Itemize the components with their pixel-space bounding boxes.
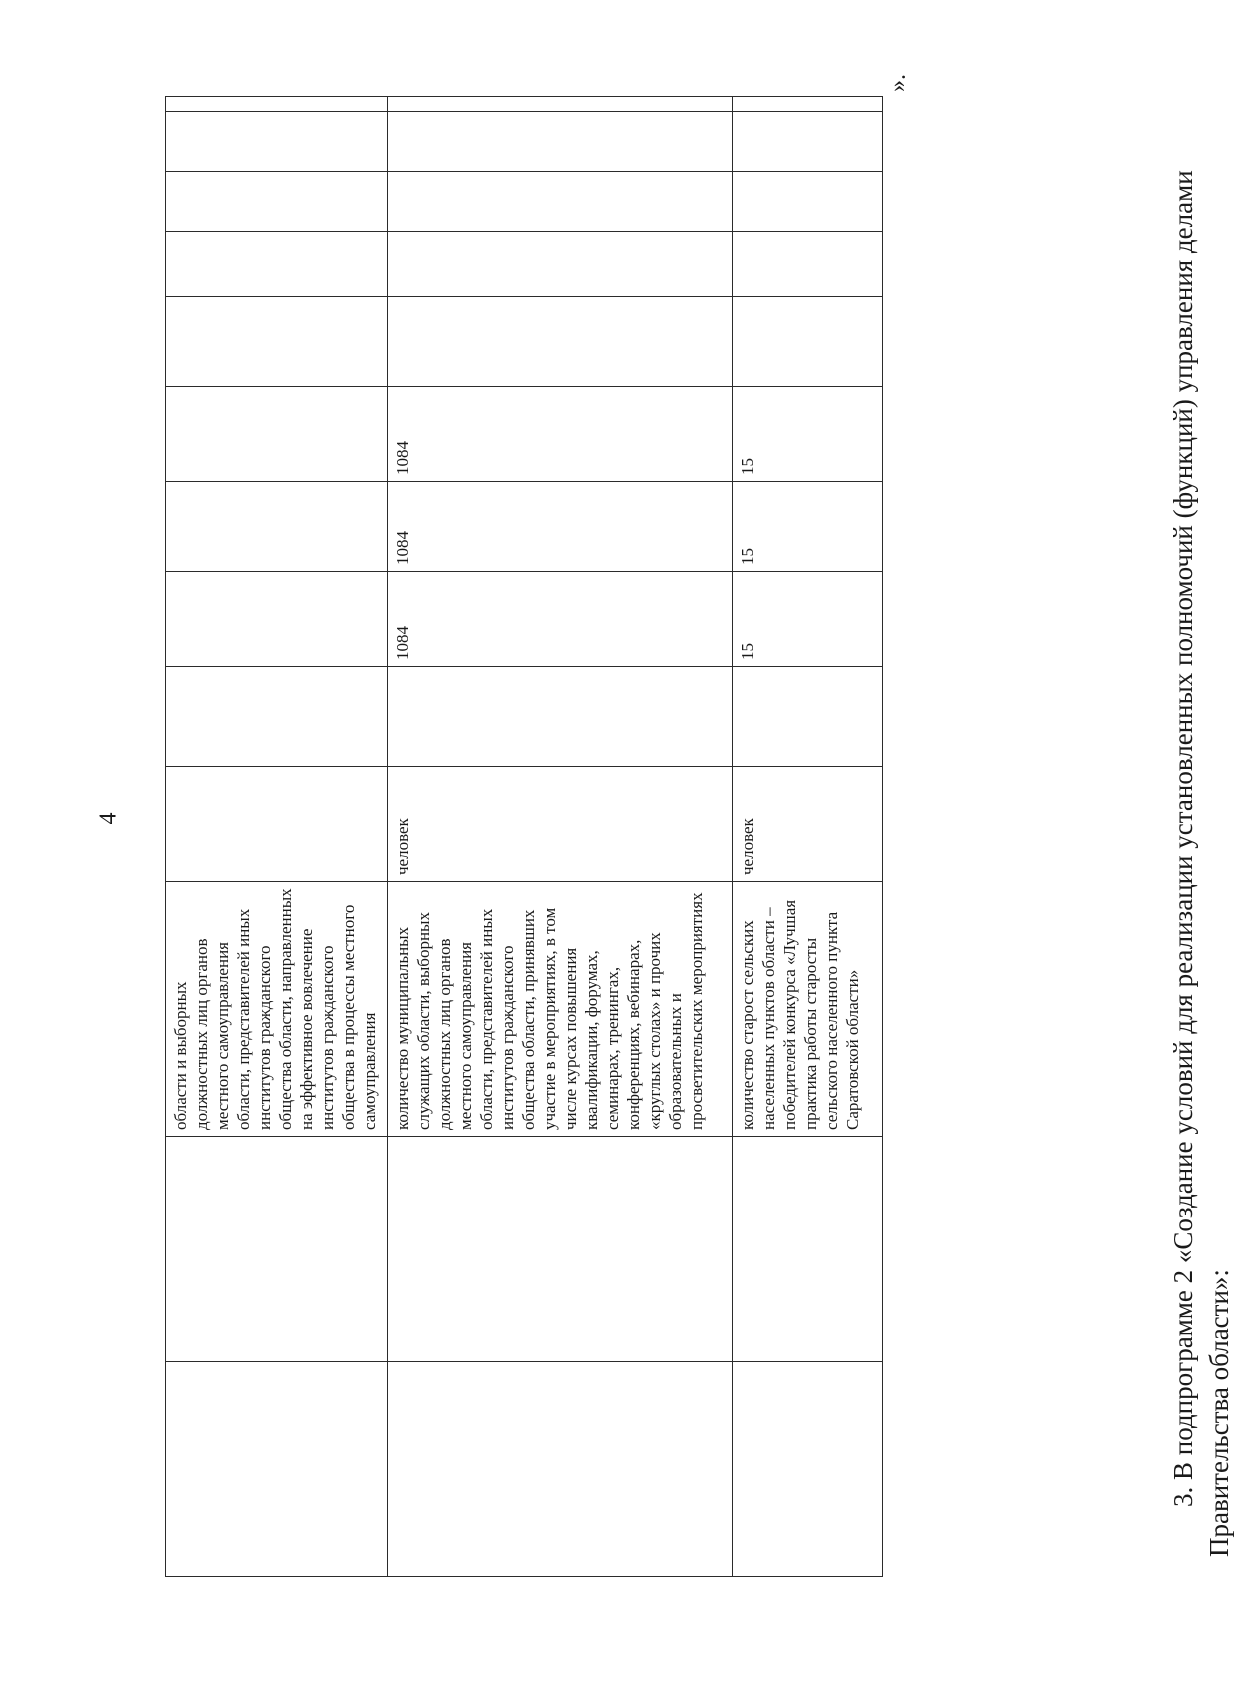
indicators-table [165,96,883,1577]
value-cell [166,297,388,387]
value-cell [388,112,733,172]
unit-cell: человек [733,767,883,882]
value-cell [733,112,883,172]
value-cell [166,387,388,482]
table-cell [733,1362,883,1577]
value-cell: 1084 [388,572,733,667]
table-cell [166,1137,388,1362]
value-cell [166,172,388,232]
value-cell [388,297,733,387]
value-cell: 1084 [388,482,733,572]
value-cell [733,97,883,112]
value-cell [388,97,733,112]
table-cell [388,1137,733,1362]
closing-quote: ». [885,74,911,92]
indicator-name-cell: области и выборных должностных лиц органов местного самоуправления области, представителей иных институтов гражданского общества области, направленных на эффективное вовлечение институтов гражданского общества в процессы местного самоуправления [166,882,388,1137]
value-cell [388,232,733,297]
value-cell [733,232,883,297]
value-cell: 1084 [388,387,733,482]
value-cell [166,112,388,172]
value-cell: 15 [733,482,883,572]
amendment-paragraph [1165,37,1237,1557]
table-row [733,97,883,1577]
table-cell [388,1362,733,1577]
value-cell [166,482,388,572]
rotated-page-content [165,0,1255,1577]
table-cell [733,1137,883,1362]
unit-cell [166,767,388,882]
table-cell [166,667,388,767]
table-row [166,97,388,1577]
value-cell [166,232,388,297]
amendment-line-2: Правительства области»: [1204,1269,1234,1557]
indicator-name-cell: количество муниципальных служащих области, выборных должностных лиц органов местного самоуправления области, представителей иных институтов гражданского общества области, принявших участие в мероприятиях, в том числе курсах повышения квалификации, форумах, семинарах, тренингах, конференциях, вебинарах, «круглых столах» и прочих образовательных и просветительских мероприятиях [388,882,733,1137]
value-cell [733,172,883,232]
amendment-line-1: 3. В подпрограмме 2 «Создание условий для реализации установленных полномочий (функций) управления делами [1168,170,1198,1507]
unit-cell: человек [388,767,733,882]
value-cell [733,297,883,387]
value-cell [166,572,388,667]
table-cell [388,667,733,767]
value-cell [166,97,388,112]
table-cell [733,667,883,767]
value-cell: 15 [733,572,883,667]
page-number: 4 [95,812,122,825]
value-cell [388,172,733,232]
value-cell: 15 [733,387,883,482]
table-row [388,97,733,1577]
table-cell [166,1362,388,1577]
indicator-name-cell: количество старост сельских населенных пунктов области – победителей конкурса «Лучшая практика работы старосты сельского населенного пункта Саратовской области» [733,882,883,1137]
